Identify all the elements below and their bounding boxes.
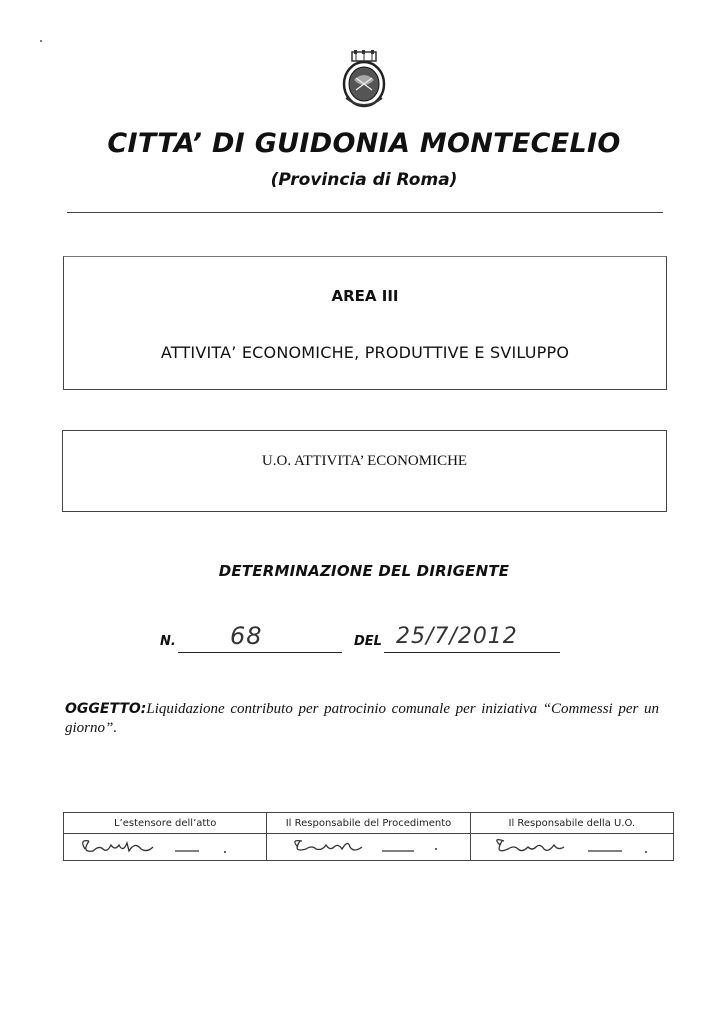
date-line [384, 652, 560, 653]
handwritten-date: 25/7/2012 [396, 624, 518, 649]
area-box [63, 256, 667, 390]
subject-block [65, 700, 659, 738]
header-divider [67, 212, 663, 213]
date-label: DEL [354, 634, 382, 649]
handwritten-signature-2 [278, 835, 458, 859]
municipal-seal-emblem [340, 50, 388, 110]
signature-table [63, 812, 674, 861]
city-title: CITTA’ DI GUIDONIA MONTECELIO [107, 128, 621, 159]
area-number: AREA III [331, 287, 399, 305]
determinazione-title: DETERMINAZIONE DEL DIRIGENTE [218, 562, 510, 580]
area-name: ATTIVITA’ ECONOMICHE, PRODUTTIVE E SVILUPPO [160, 343, 570, 362]
number-date-row [160, 622, 580, 662]
signature-procedimento [267, 834, 470, 861]
subject-text: Liquidazione contributo per patrocinio comunale per iniziativa “Commessi per un giorno”. [65, 701, 659, 736]
signature-header-uo: Il Responsabile della U.O. [470, 813, 673, 834]
handwritten-signature-1 [75, 835, 255, 859]
signature-header-procedimento: Il Responsabile del Procedimento [267, 813, 470, 834]
uo-name: U.O. ATTIVITA’ ECONOMICHE [261, 453, 468, 469]
uo-box [62, 430, 667, 512]
subject-label: OGGETTO: [65, 701, 147, 717]
province-subtitle: (Provincia di Roma) [270, 170, 458, 190]
handwritten-signature-3 [482, 835, 662, 859]
signature-estensore [64, 834, 267, 861]
signature-header-estensore: L’estensore dell’atto [64, 813, 267, 834]
scan-speck [40, 40, 42, 42]
signature-uo [470, 834, 673, 861]
number-line [178, 652, 342, 653]
handwritten-number: 68 [230, 622, 263, 650]
number-label: N. [160, 634, 176, 649]
